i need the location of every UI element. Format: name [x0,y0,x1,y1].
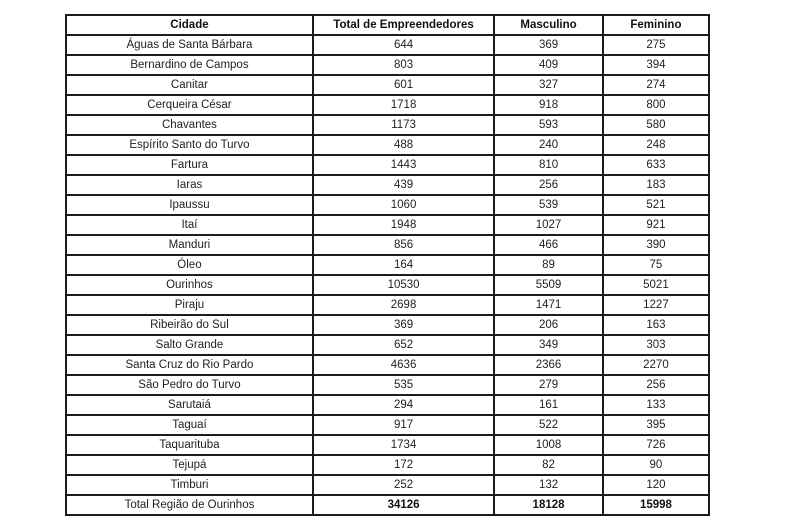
city-cell: Santa Cruz do Rio Pardo [66,355,313,375]
value-cell: 240 [494,135,603,155]
value-cell: 82 [494,455,603,475]
value-cell: 593 [494,115,603,135]
city-cell: Taquarituba [66,435,313,455]
value-cell: 163 [603,315,709,335]
city-cell: Tejupá [66,455,313,475]
value-cell: 917 [313,415,494,435]
city-cell: Espírito Santo do Turvo [66,135,313,155]
table-row [66,355,709,375]
table-row [66,375,709,395]
value-cell: 633 [603,155,709,175]
value-cell: 521 [603,195,709,215]
value-cell: 652 [313,335,494,355]
table-row [66,235,709,255]
value-cell: 256 [603,375,709,395]
table-row [66,55,709,75]
value-cell: 275 [603,35,709,55]
value-cell: 369 [313,315,494,335]
value-cell: 409 [494,55,603,75]
value-cell: 395 [603,415,709,435]
total-row-feminino-value: 15998 [603,495,709,515]
value-cell: 2270 [603,355,709,375]
value-cell: 164 [313,255,494,275]
table-row [66,95,709,115]
city-cell: Taguaí [66,415,313,435]
value-cell: 369 [494,35,603,55]
city-cell: Águas de Santa Bárbara [66,35,313,55]
table-row [66,275,709,295]
total-row [66,495,709,515]
table-row [66,335,709,355]
value-cell: 580 [603,115,709,135]
value-cell: 1227 [603,295,709,315]
city-cell: Salto Grande [66,335,313,355]
table-row [66,415,709,435]
city-cell: São Pedro do Turvo [66,375,313,395]
value-cell: 252 [313,475,494,495]
empreendedores-por-cidade-table [65,14,710,516]
table-row [66,255,709,275]
table-row [66,135,709,155]
table-row [66,295,709,315]
value-cell: 1734 [313,435,494,455]
table-row [66,215,709,235]
value-cell: 5509 [494,275,603,295]
value-cell: 856 [313,235,494,255]
table-row [66,35,709,55]
city-cell: Canitar [66,75,313,95]
table-row [66,455,709,475]
value-cell: 256 [494,175,603,195]
value-cell: 5021 [603,275,709,295]
table-row [66,435,709,455]
value-cell: 601 [313,75,494,95]
value-cell: 921 [603,215,709,235]
value-cell: 132 [494,475,603,495]
value-cell: 75 [603,255,709,275]
value-cell: 439 [313,175,494,195]
value-cell: 120 [603,475,709,495]
city-cell: Fartura [66,155,313,175]
value-cell: 279 [494,375,603,395]
value-cell: 488 [313,135,494,155]
value-cell: 800 [603,95,709,115]
value-cell: 535 [313,375,494,395]
value-cell: 161 [494,395,603,415]
table-row [66,475,709,495]
value-cell: 1443 [313,155,494,175]
value-cell: 183 [603,175,709,195]
city-cell: Sarutaiá [66,395,313,415]
table-body [66,35,709,495]
value-cell: 1027 [494,215,603,235]
column-header-cidade: Cidade [66,15,313,35]
value-cell: 4636 [313,355,494,375]
value-cell: 2366 [494,355,603,375]
city-cell: Ribeirão do Sul [66,315,313,335]
city-cell: Óleo [66,255,313,275]
table-row [66,115,709,135]
value-cell: 1718 [313,95,494,115]
table-row [66,315,709,335]
city-cell: Iaras [66,175,313,195]
value-cell: 90 [603,455,709,475]
city-cell: Piraju [66,295,313,315]
value-cell: 1060 [313,195,494,215]
value-cell: 1173 [313,115,494,135]
value-cell: 522 [494,415,603,435]
value-cell: 390 [603,235,709,255]
city-cell: Itaí [66,215,313,235]
value-cell: 918 [494,95,603,115]
table-row [66,175,709,195]
value-cell: 466 [494,235,603,255]
value-cell: 726 [603,435,709,455]
city-cell: Manduri [66,235,313,255]
total-row-masculino-value: 18128 [494,495,603,515]
value-cell: 248 [603,135,709,155]
value-cell: 810 [494,155,603,175]
value-cell: 1948 [313,215,494,235]
table-row [66,155,709,175]
value-cell: 10530 [313,275,494,295]
table-row [66,75,709,95]
value-cell: 2698 [313,295,494,315]
value-cell: 89 [494,255,603,275]
value-cell: 294 [313,395,494,415]
value-cell: 349 [494,335,603,355]
city-cell: Ourinhos [66,275,313,295]
city-cell: Timburi [66,475,313,495]
value-cell: 1008 [494,435,603,455]
value-cell: 644 [313,35,494,55]
city-cell: Bernardino de Campos [66,55,313,75]
value-cell: 172 [313,455,494,475]
total-row-label: Total Região de Ourinhos [66,495,313,515]
city-cell: Ipaussu [66,195,313,215]
value-cell: 394 [603,55,709,75]
value-cell: 327 [494,75,603,95]
value-cell: 274 [603,75,709,95]
value-cell: 1471 [494,295,603,315]
column-header-feminino: Feminino [603,15,709,35]
value-cell: 206 [494,315,603,335]
column-header-total-empreendedores: Total de Empreendedores [313,15,494,35]
table-row [66,395,709,415]
city-cell: Chavantes [66,115,313,135]
column-header-masculino: Masculino [494,15,603,35]
header-row [66,15,709,35]
total-row-total-value: 34126 [313,495,494,515]
value-cell: 303 [603,335,709,355]
value-cell: 803 [313,55,494,75]
value-cell: 133 [603,395,709,415]
city-cell: Cerqueira César [66,95,313,115]
table-row [66,195,709,215]
value-cell: 539 [494,195,603,215]
